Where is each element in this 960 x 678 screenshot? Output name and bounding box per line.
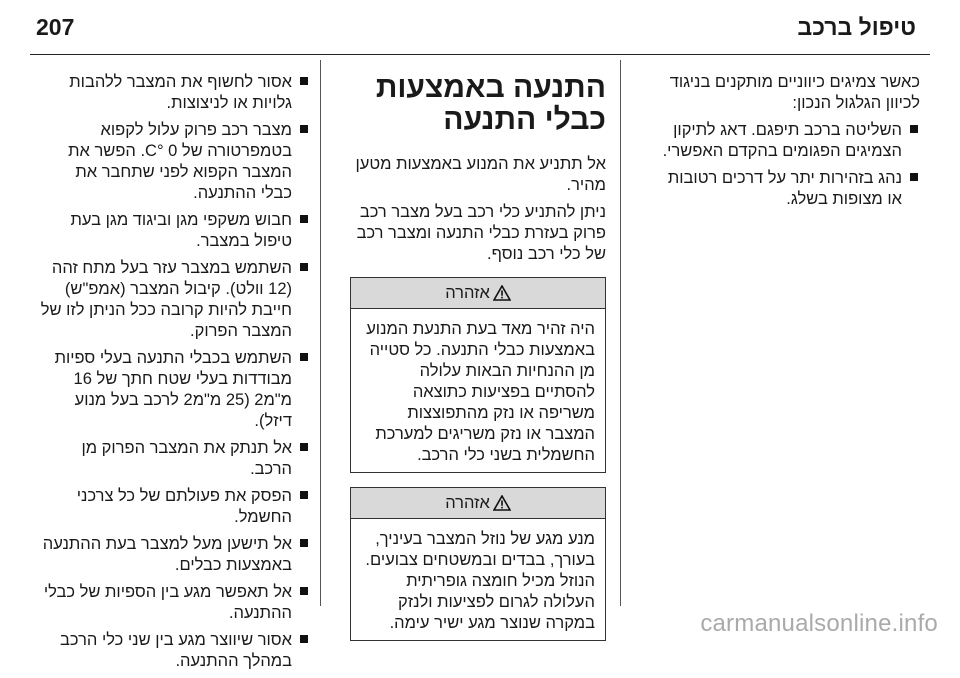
bullet-item [40, 534, 310, 576]
bullet-text: מצבר רכב פרוק עלול לקפוא בטמפרטורה של 0 °C. הפשר את המצבר הקפוא לפני שתחבר את כבלי ההתנעה. [68, 121, 292, 202]
left-column [40, 72, 310, 678]
middle-column [350, 72, 606, 655]
bullet-square-icon [300, 263, 308, 271]
watermark: carmanualsonline.info [700, 610, 938, 637]
bullet-square-icon [300, 491, 308, 499]
bullet-text: אל תאפשר מגע בין הספיות של כבלי ההתנעה. [43, 583, 292, 622]
bullet-square-icon [300, 587, 308, 595]
bullet-text: השתמש בכבלי התנעה בעלי ספיות מבודדות בעלי שטח חתך של 16 מ"מ2 (25 מ"מ2 לרכב בעל מנוע דיזל). [54, 349, 292, 430]
bullet-text: חבוש משקפי מגן וביגוד מגן בעת טיפול במצבר. [70, 211, 292, 250]
column-divider-right [620, 60, 621, 606]
warning-box [350, 277, 606, 473]
header-divider [30, 54, 930, 55]
warning-triangle-icon [493, 285, 511, 301]
warning-header [351, 278, 605, 309]
left-bullet-list [40, 72, 310, 672]
bullet-square-icon [300, 539, 308, 547]
bullet-item [658, 168, 920, 210]
bullet-text: אסור שיווצר מגע בין שני כלי הרכב במהלך ההתנעה. [60, 631, 292, 670]
warning-heading: אזהרה [445, 283, 490, 302]
bullet-item [40, 72, 310, 114]
warning-header [351, 488, 605, 519]
bullet-text: אל תישען מעל למצבר בעת ההתנעה באמצעות כבלים. [42, 535, 292, 574]
section-heading: התנעה באמצעות כבלי התנעה [375, 71, 606, 136]
bullet-text: השתמש במצבר עזר בעל מתח זהה (12 וולט). קיבול המצבר (אמפ"ש) חייבת להיות קרובה ככל הניתן לזו של המצבר הפרוק. [40, 259, 292, 340]
bullet-item [40, 630, 310, 672]
bullet-square-icon [300, 443, 308, 451]
middle-paragraph: ניתן להתניע כלי רכב בעל מצבר רכב פרוק בעזרת כבלי התנעה ומצבר רכב של כלי רכב נוסף. [356, 203, 606, 263]
right-bullet-list [658, 120, 920, 210]
page-header [0, 0, 960, 58]
bullet-text: הפסק את פעולתם של כל צרכני החשמל. [76, 487, 292, 526]
warning-heading: אזהרה [445, 493, 490, 512]
column-divider-left [320, 60, 321, 606]
section-title: טיפול ברכב [797, 14, 916, 40]
bullet-square-icon [300, 353, 308, 361]
page-number: 207 [36, 14, 75, 40]
bullet-item [40, 486, 310, 528]
bullet-square-icon [910, 125, 918, 133]
bullet-item [40, 582, 310, 624]
bullet-text: נהג בזהירות יתר על דרכים רטובות או מצופות בשלג. [667, 169, 902, 208]
bullet-item [40, 258, 310, 342]
bullet-text: אסור לחשוף את המצבר ללהבות גלויות או לניצוצות. [69, 73, 292, 112]
warning-text: היה זהיר מאד בעת התנעת המנוע באמצעות כבלי התנעה. כל סטייה מן ההנחיות הבאות עלולה להסתיים בפציעות כתוצאה משריפה או נזק מהתפוצצות המצבר או נזק משריגים למערכת החשמלית בשני כלי הרכב. [366, 320, 595, 464]
warning-box [350, 487, 606, 641]
right-column [658, 72, 920, 216]
bullet-item [40, 438, 310, 480]
warning-text: מנע מגע של נוזל המצבר בעיניך, בעורך, בבדים ובמשטחים צבועים. הנוזל מכיל חומצה גופריתית העלולה לגרום לפציעות ולנזק במקרה שנוצר מגע ישיר עימה. [365, 530, 595, 632]
bullet-text: השליטה ברכב תיפגם. דאג לתיקון הצמיגים הפגומים בהקדם האפשרי. [662, 121, 902, 160]
bullet-item [40, 120, 310, 204]
bullet-square-icon [300, 77, 308, 85]
bullet-item [40, 210, 310, 252]
bullet-square-icon [910, 173, 918, 181]
bullet-item [40, 348, 310, 432]
right-intro: כאשר צמיגים כיווניים מותקנים בניגוד לכיוון הגלגול הנכון: [669, 73, 920, 112]
warning-triangle-icon [493, 495, 511, 511]
middle-paragraph: אל תתניע את המנוע באמצעות מטען מהיר. [355, 155, 606, 194]
bullet-square-icon [300, 215, 308, 223]
bullet-item [658, 120, 920, 162]
bullet-square-icon [300, 125, 308, 133]
bullet-text: אל תנתק את המצבר הפרוק מן הרכב. [81, 439, 292, 478]
